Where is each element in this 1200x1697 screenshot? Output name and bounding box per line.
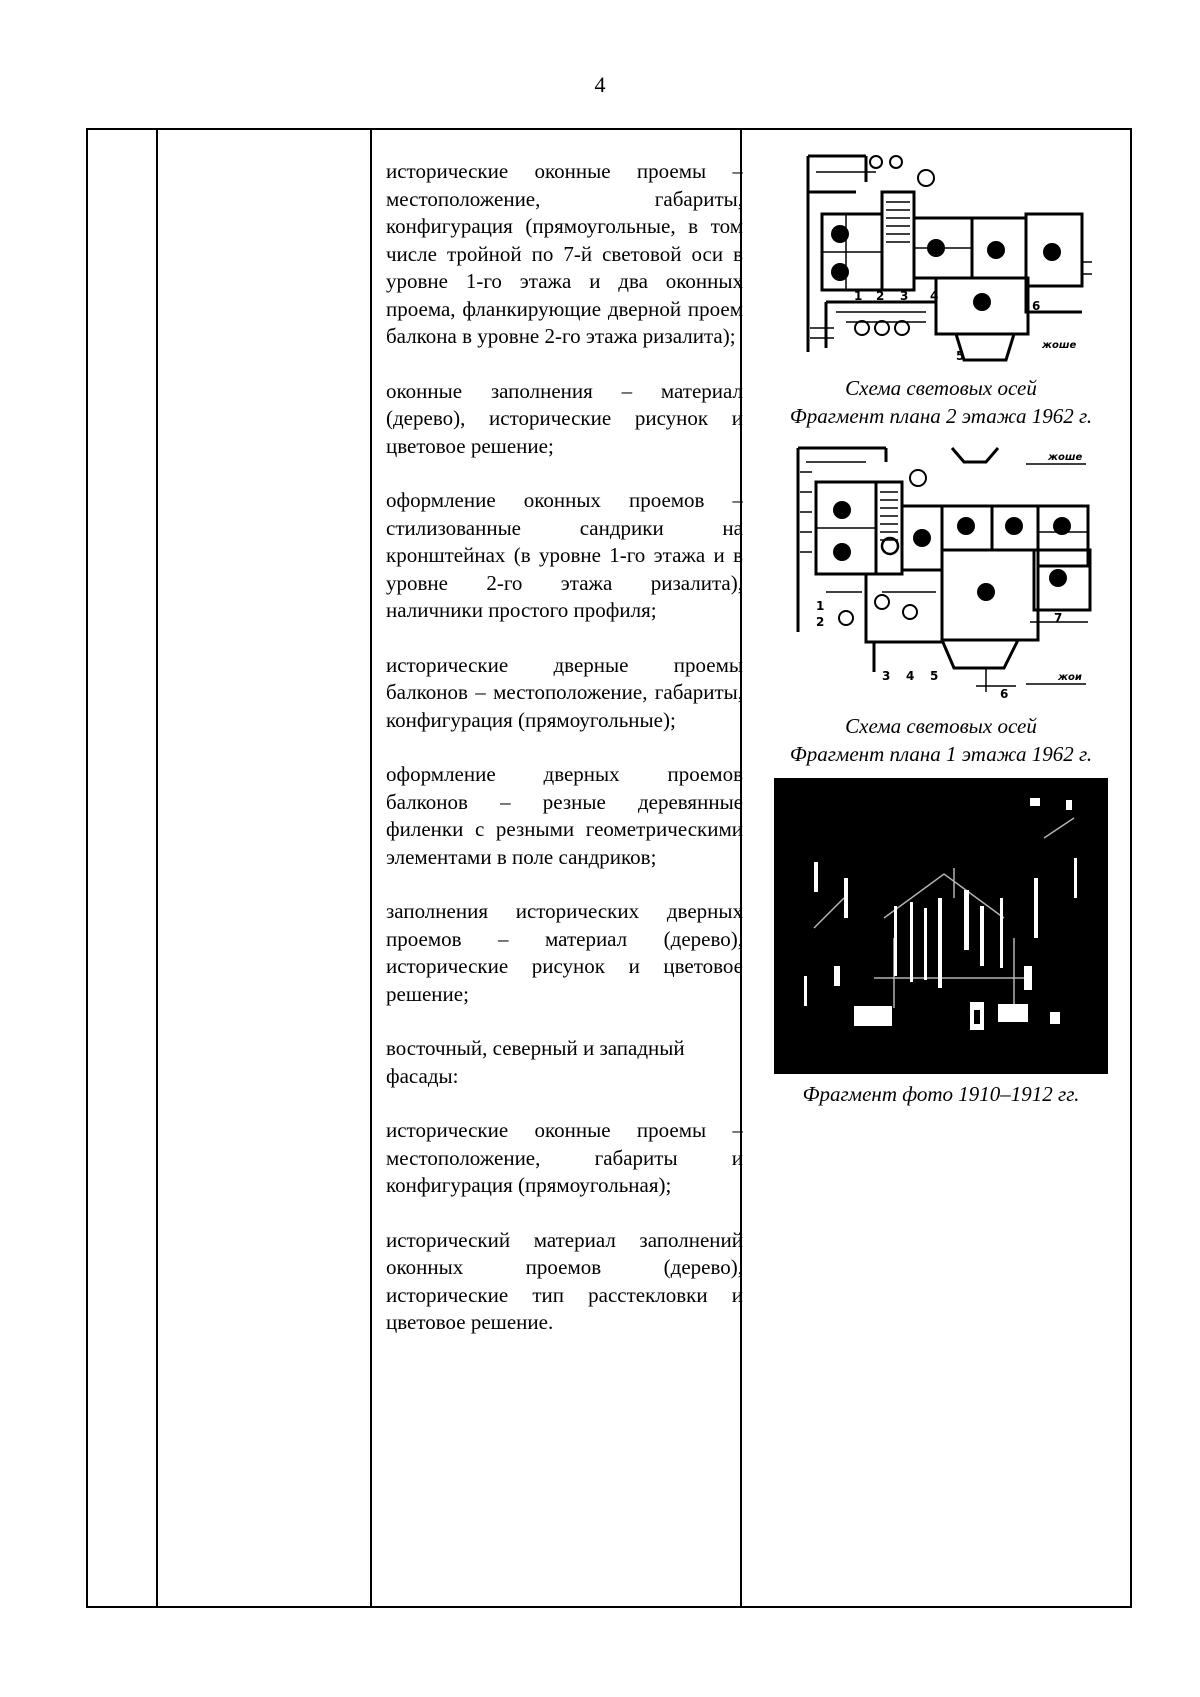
requirement-paragraph: заполнения исторических дверных проемов – материал (дерево), исторические рисунок и цветовое решение; — [386, 899, 743, 1006]
photo-caption: Фрагмент фото 1910–1912 гг. — [802, 1082, 1080, 1106]
plan2-axis-label: 1 — [854, 289, 863, 303]
illustrations-cell — [750, 152, 1132, 1108]
floor-plan-2-image — [786, 152, 1096, 370]
plan1-axis-label: 1 — [816, 599, 825, 613]
facade-heading: восточный, северный и западный фасады: — [386, 1036, 685, 1088]
requirement-paragraph: оформление оконных проемов – стилизованные сандрики на кронштейнах (в уровне 1-го этажа и в уровне 2-го этажа ризалита), наличники простого профиля; — [386, 488, 743, 622]
plan1-axis-label: 5 — [930, 669, 939, 683]
plan1-axis-label: 6 — [1000, 687, 1009, 701]
plan2-axis-label: 2 — [876, 289, 885, 303]
plan1-caption-line-2: Фрагмент плана 1 этажа 1962 г. — [789, 742, 1093, 766]
requirement-paragraph: исторические оконные проемы – местоположение, габариты, конфигурация (прямоугольные, в том числе тройной по 7-й световой оси в уровне 1-го этажа и два оконных проема, фланкирующие дверной проем балкона в уровне 2-го этажа ризалита); — [386, 159, 743, 348]
plan2-caption-line-1: Схема световых осей — [845, 376, 1037, 400]
plan2-stamp: жоше — [1042, 340, 1077, 351]
table-col-divider-2 — [370, 130, 372, 1606]
plan2-axis-label: 6 — [1032, 299, 1041, 313]
plan1-caption-line-1: Схема световых осей — [845, 714, 1037, 738]
plan2-axis-label: 5 — [956, 349, 965, 363]
cell-number — [88, 130, 154, 1606]
requirements-text-cell — [386, 158, 743, 1598]
floor-plan-1-image — [786, 442, 1096, 704]
requirement-paragraph: исторические оконные проемы – местоположение, габариты и конфигурация (прямоугольная); — [386, 1118, 743, 1197]
plan1-axis-label: 3 — [882, 669, 891, 683]
requirement-paragraph: исторический материал заполнений оконных проемов (дерево), исторические тип расстекловки и цветовое решение. — [386, 1227, 743, 1334]
plan1-stamp-top: жоше — [1048, 452, 1083, 463]
cell-object — [158, 130, 368, 1606]
plan1-stamp-bottom: жои — [1058, 672, 1082, 683]
plan2-axis-label: 3 — [900, 289, 909, 303]
page-number: 4 — [594, 72, 606, 97]
plan2-caption-line-2: Фрагмент плана 2 этажа 1962 г. — [789, 404, 1093, 428]
plan1-axis-label: 4 — [906, 669, 915, 683]
requirement-paragraph: исторические дверные проемы балконов – местоположение, габариты, конфигурация (прямоугольные); — [386, 652, 743, 732]
requirements-table — [86, 128, 1132, 1608]
requirement-paragraph: оконные заполнения – материал (дерево), исторические рисунок и цветовое решение; — [386, 378, 743, 458]
plan1-axis-label: 2 — [816, 615, 825, 629]
historical-photo — [774, 778, 1108, 1074]
plan1-axis-label: 7 — [1054, 611, 1063, 625]
requirement-paragraph: оформление дверных проемов балконов – резные деревянные филенки с резными геометрическими элементами в поле сандриков; — [386, 762, 743, 869]
plan2-axis-label: 4 — [930, 289, 939, 303]
